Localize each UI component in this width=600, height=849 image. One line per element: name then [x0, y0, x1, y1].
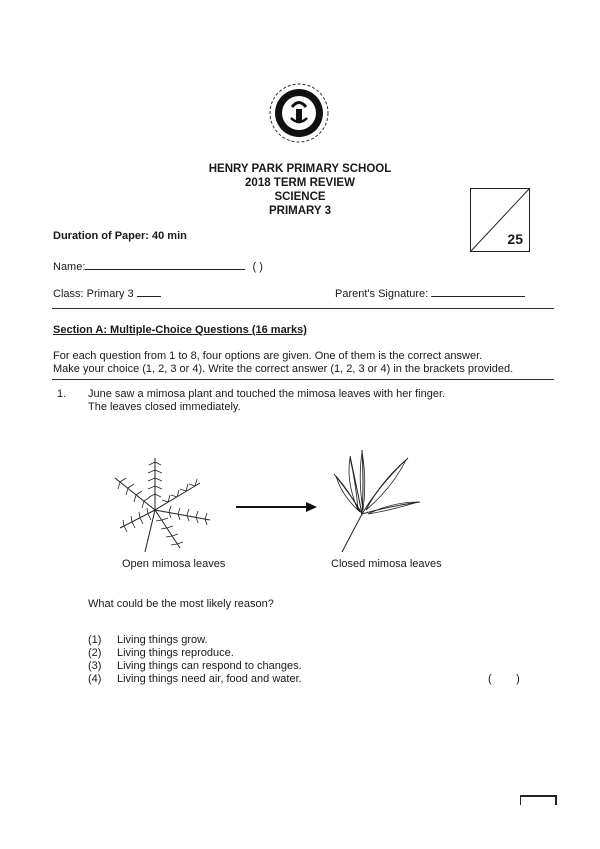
option-4 — [88, 673, 302, 686]
option-3 — [88, 660, 302, 673]
question-text-line1: June saw a mimosa plant and touched the mimosa leaves with her finger. — [88, 388, 446, 400]
class-field[interactable] — [137, 285, 161, 297]
option-text: Living things grow. — [117, 634, 208, 646]
signature-label: Parent's Signature: — [335, 288, 429, 300]
closed-mimosa-icon — [320, 444, 430, 556]
caption-open: Open mimosa leaves — [122, 558, 226, 570]
marks-box — [470, 188, 530, 252]
arrow-right-icon — [234, 500, 318, 514]
class-row — [53, 285, 161, 301]
question-number: 1. — [57, 388, 67, 400]
school-name: HENRY PARK PRIMARY SCHOOL — [208, 163, 392, 175]
duration: Duration of Paper: 40 min — [53, 230, 187, 242]
option-text: Living things can respond to changes. — [117, 660, 302, 672]
option-number: (3) — [88, 660, 102, 672]
option-1 — [88, 634, 208, 647]
signature-field[interactable] — [431, 285, 525, 297]
class-label: Class: Primary 3 — [53, 288, 134, 300]
subject-title: SCIENCE — [274, 191, 326, 203]
answer-brackets[interactable]: ( ) — [488, 673, 520, 685]
signature-row — [335, 285, 525, 301]
divider-top — [52, 308, 554, 309]
instructions-line2: Make your choice (1, 2, 3 or 4). Write the correct answer (1, 2, 3 or 4) in the brackets provided. — [53, 363, 514, 375]
name-row — [53, 258, 263, 274]
page-corner-mark — [520, 795, 557, 805]
option-number: (1) — [88, 634, 102, 646]
divider-section — [52, 379, 554, 380]
total-marks: 25 — [507, 231, 523, 247]
section-title: Section A: Multiple-Choice Questions (16 marks) — [53, 324, 307, 336]
option-number: (4) — [88, 673, 102, 685]
index-brackets: ( ) — [252, 261, 263, 273]
name-label: Name: — [53, 261, 86, 273]
question-text-line2: The leaves closed immediately. — [88, 401, 241, 413]
school-logo-icon — [268, 82, 330, 144]
name-field[interactable] — [85, 258, 245, 270]
level-title: PRIMARY 3 — [269, 205, 331, 217]
option-text: Living things need air, food and water. — [117, 673, 302, 685]
option-2 — [88, 647, 234, 660]
exam-title: 2018 TERM REVIEW — [245, 177, 355, 189]
question-prompt: What could be the most likely reason? — [88, 598, 274, 610]
open-mimosa-icon — [100, 448, 220, 556]
caption-closed: Closed mimosa leaves — [331, 558, 442, 570]
option-number: (2) — [88, 647, 102, 659]
option-text: Living things reproduce. — [117, 647, 234, 659]
instructions-line1: For each question from 1 to 8, four options are given. One of them is the correct answer. — [53, 350, 483, 362]
